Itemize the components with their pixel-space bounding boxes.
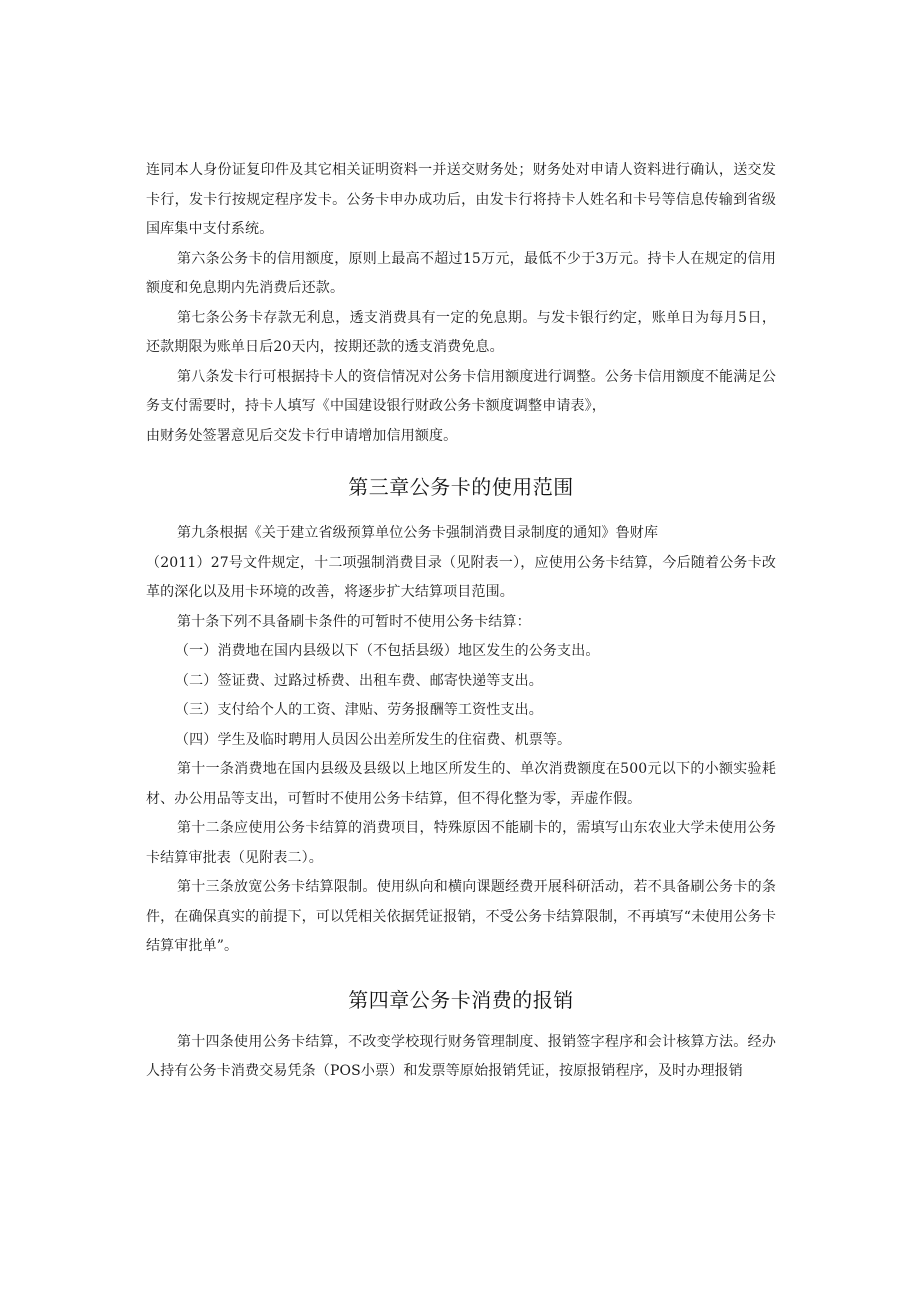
article-10: 第十条下列不具备刷卡条件的可暂时不使用公务卡结算： <box>177 613 531 630</box>
list-item-4: （四）学生及临时聘用人员因公出差所发生的住宿费、机票等。 <box>175 731 572 748</box>
article-7: 第七条公务卡存款无利息，透支消费具有一定的免息期。与发卡银行约定，账单日为每月5日，还款期限为账单日后20天内，按期还款的透支消费免息。 <box>146 309 776 355</box>
article-11: 第十一条消费地在国内县级及县级以上地区所发生的、单次消费额度在500元以下的小额实验耗材、办公用品等支出，可暂时不使用公务卡结算，但不得化整为零，弄虚作假。 <box>146 761 776 807</box>
chapter-4-heading: 第四章公务卡消费的报销 <box>348 987 574 1012</box>
article-9: 第九条根据《关于建立省级预算单位公务卡强制消费目录制度的通知》鲁财库 <box>177 525 659 541</box>
article-8: 第八条发卡行可根据持卡人的资信情况对公务卡信用额度进行调整。公务卡信用额度不能满足公务支付需要时，持卡人填写《中国建设银行财政公务卡额度调整申请表》， <box>146 368 776 414</box>
document-page <box>146 156 776 1087</box>
article-13: 第十三条放宽公务卡结算限制。使用纵向和横向课题经费开展科研活动，若不具备刷公务卡的条件，在确保真实的前提下，可以凭相关依据凭证报销，不受公务卡结算限制，不再填写“未使用公务卡结算审批单”。 <box>146 879 776 954</box>
article-8-continued: 由财务处签署意见后交发卡行申请增加信用额度。 <box>146 427 458 444</box>
list-item-1: （一）消费地在国内县级以下（不包括县级）地区发生的公务支出。 <box>175 643 600 659</box>
list-item-2: （二）签证费、过路过桥费、出租车费、邮寄快递等支出。 <box>175 672 543 689</box>
article-12: 第十二条应使用公务卡结算的消费项目，特殊原因不能刷卡的，需填写山东农业大学未使用公务卡结算审批表（见附表二）。 <box>146 820 776 866</box>
paragraph-intro: 连同本人身份证复印件及其它相关证明资料一并送交财务处；财务处对申请人资料进行确认，送交发卡行，发卡行按规定程序发卡。公务卡申办成功后，由发卡行将持卡人姓名和卡号等信息传输到省级国库集中支付系统。 <box>146 162 776 237</box>
article-6: 第六条公务卡的信用额度，原则上最高不超过15万元，最低不少于3万元。持卡人在规定的信用额度和免息期内先消费后还款。 <box>146 250 776 296</box>
article-9-continued: （2011）27号文件规定，十二项强制消费目录（见附表一），应使用公务卡结算，今后随着公务卡改革的深化以及用卡环境的改善，将逐步扩大结算项目范围。 <box>146 554 776 600</box>
list-item-3: （三）支付给个人的工资、津贴、劳务报酬等工资性支出。 <box>175 702 543 718</box>
article-14: 第十四条使用公务卡结算，不改变学校现行财务管理制度、报销签字程序和会计核算方法。经办人持有公务卡消费交易凭条（POS小票）和发票等原始报销凭证，按原报销程序，及时办理报销 <box>146 1033 776 1079</box>
chapter-3-heading: 第三章公务卡的使用范围 <box>348 475 574 499</box>
